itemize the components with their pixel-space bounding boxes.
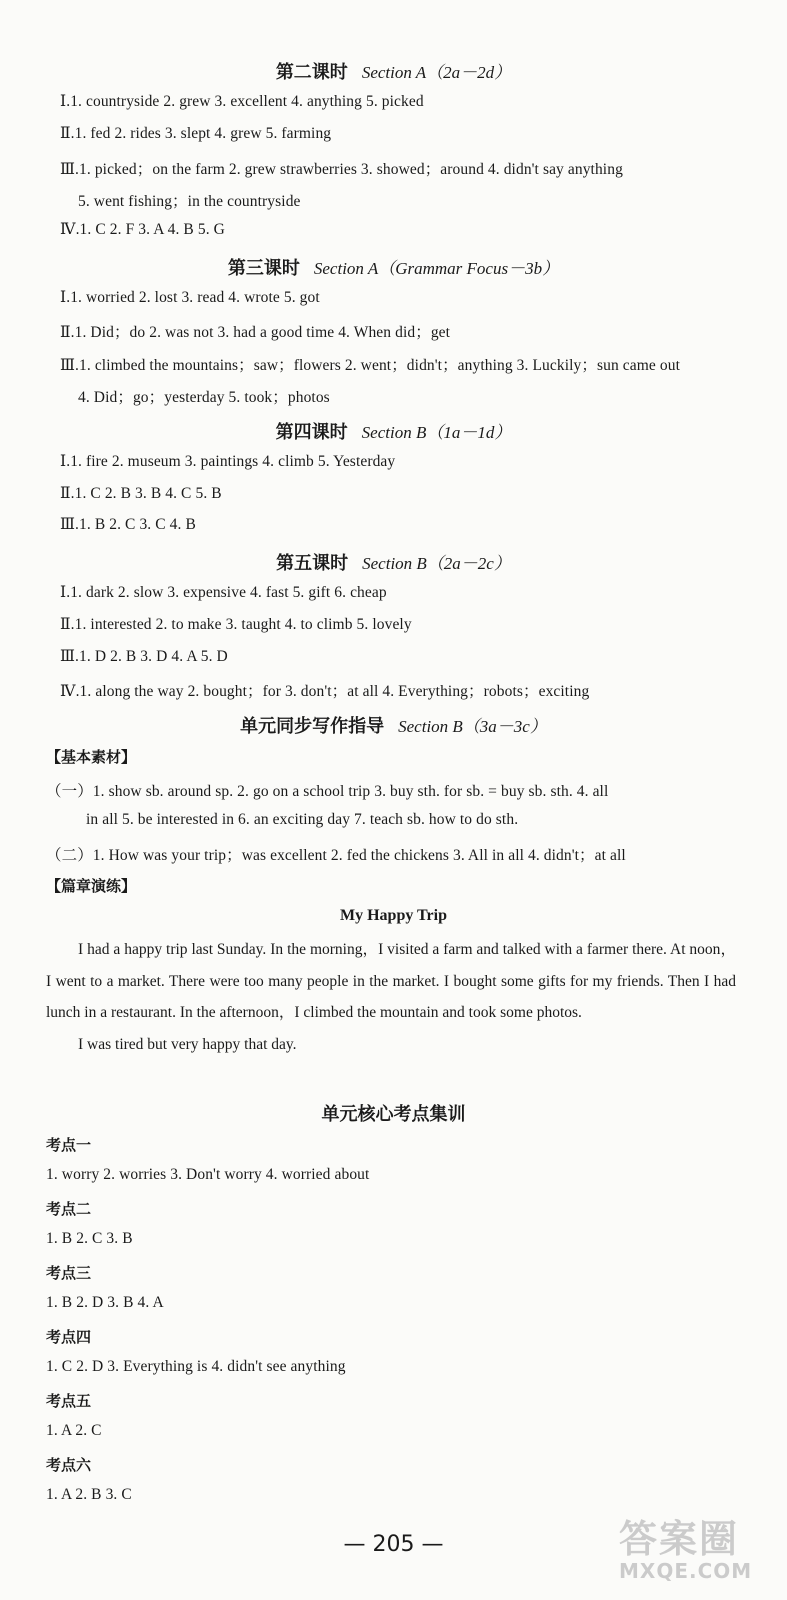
section-heading: [0, 1100, 787, 1126]
lesson-title: 第二课时: [275, 62, 348, 82]
answer-line: 1. worry 2. worries 3. Don't worry 4. worried about: [46, 1166, 370, 1183]
answer-line: 1. B 2. D 3. B 4. A: [46, 1294, 164, 1311]
section-heading: [0, 58, 787, 84]
answer-line: Ⅰ.1. dark 2. slow 3. expensive 4. fast 5. gift 6. cheap: [60, 584, 387, 601]
answer-line: 4. Did；go；yesterday 5. took；photos: [78, 389, 330, 406]
section-range: Section B（1a－1d）: [361, 423, 512, 442]
answer-line: （一）1. show sb. around sp. 2. go on a school trip 3. buy sth. for sb. = buy sb. sth. 4. all: [46, 783, 609, 800]
answer-line: 1. A 2. B 3. C: [46, 1486, 132, 1503]
test-point-label: 考点五: [46, 1394, 92, 1410]
page-number: — 205 —: [343, 1532, 444, 1557]
section-range: Section A（Grammar Focus－3b）: [313, 259, 560, 278]
answer-line: Ⅱ.1. Did；do 2. was not 3. had a good time 4. When did；get: [60, 324, 451, 341]
test-point-label: 考点六: [46, 1458, 92, 1474]
answer-line: Ⅲ.1. B 2. C 3. C 4. B: [60, 516, 196, 533]
lesson-title: 第三课时: [227, 258, 300, 278]
section-range: Section B（2a－2c）: [362, 554, 511, 573]
answer-line: 1. A 2. C: [46, 1422, 102, 1439]
answer-line: Ⅳ.1. C 2. F 3. A 4. B 5. G: [60, 221, 225, 238]
essay-paragraph: I was tired but very happy that day.: [78, 1035, 297, 1053]
answer-line: Ⅰ.1. worried 2. lost 3. read 4. wrote 5. got: [60, 289, 320, 306]
unit-core-title: 单元核心考点集训: [321, 1104, 466, 1124]
section-heading: [0, 254, 787, 280]
test-point-label: 考点一: [46, 1138, 92, 1154]
answer-line: Ⅳ.1. along the way 2. bought；for 3. don't；at all 4. Everything；robots；exciting: [60, 683, 590, 700]
watermark-logo: [619, 1508, 769, 1590]
answer-line: Ⅲ.1. D 2. B 3. D 4. A 5. D: [60, 648, 228, 665]
answer-line: Ⅰ.1. fire 2. museum 3. paintings 4. climb 5. Yesterday: [60, 453, 396, 470]
test-point-label: 考点三: [46, 1266, 92, 1282]
watermark-text: 答案圈: [619, 1517, 740, 1561]
section-heading: [0, 549, 787, 575]
test-point-label: 考点二: [46, 1202, 92, 1218]
answer-line: Ⅲ.1. picked；on the farm 2. grew strawberries 3. showed；around 4. didn't say anything: [60, 161, 623, 178]
section-range: Section A（2a－2d）: [361, 63, 512, 82]
passage-practice-label: 【篇章演练】: [46, 879, 137, 895]
lesson-title: 单元同步写作指导: [240, 716, 385, 736]
answer-line: Ⅱ.1. fed 2. rides 3. slept 4. grew 5. farming: [60, 125, 332, 142]
section-heading: [0, 418, 787, 444]
basic-material-label: 【基本素材】: [46, 750, 137, 766]
essay-title: My Happy Trip: [340, 907, 447, 924]
answer-line: 1. C 2. D 3. Everything is 4. didn't see anything: [46, 1358, 346, 1375]
section-range: Section B（3a－3c）: [398, 717, 547, 736]
answer-line: （二）1. How was your trip；was excellent 2. fed the chickens 3. All in all 4. didn't；at all: [46, 847, 626, 864]
essay-body: [46, 934, 736, 1060]
answer-line: Ⅱ.1. interested 2. to make 3. taught 4. to climb 5. lovely: [60, 616, 412, 633]
answer-line: in all 5. be interested in 6. an exciting day 7. teach sb. how to do sth.: [86, 811, 519, 828]
answer-line: Ⅱ.1. C 2. B 3. B 4. C 5. B: [60, 485, 222, 502]
watermark-url: MXQE.COM: [619, 1559, 753, 1583]
answer-line: 5. went fishing；in the countryside: [78, 193, 301, 210]
answer-line: Ⅰ.1. countryside 2. grew 3. excellent 4. anything 5. picked: [60, 93, 424, 110]
answer-line: 1. B 2. C 3. B: [46, 1230, 133, 1247]
essay-paragraph: I had a happy trip last Sunday. In the morning，I visited a farm and talked with a farmer there. At noon，I went to a market. There were too many people in the market. I bought some gifts for my friends. Then I had lunch in a restaurant. In the afternoon，I climbed the mountain and took some photos.: [46, 941, 736, 1021]
section-heading: [0, 712, 787, 738]
test-point-label: 考点四: [46, 1330, 92, 1346]
answer-line: Ⅲ.1. climbed the mountains；saw；flowers 2. went；didn't；anything 3. Luckily；sun came out: [60, 357, 680, 374]
lesson-title: 第五课时: [276, 553, 349, 573]
lesson-title: 第四课时: [275, 422, 348, 442]
